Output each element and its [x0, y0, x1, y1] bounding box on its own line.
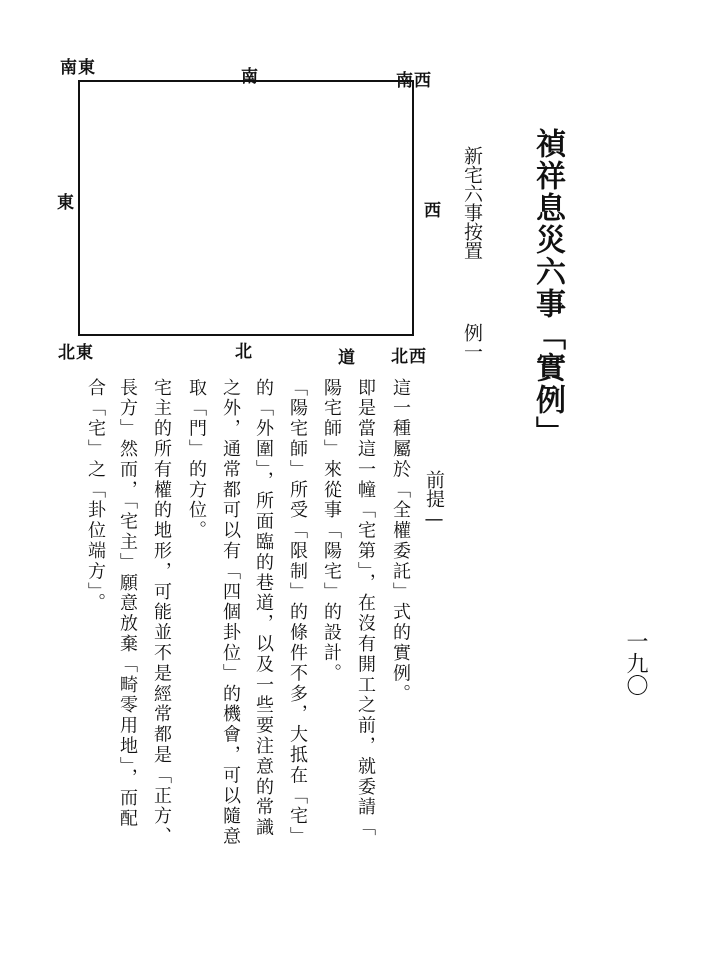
label-northwest: 北西 [391, 347, 427, 367]
label-northeast: 北東 [58, 343, 94, 363]
label-road: 道 [338, 348, 356, 368]
page-number: 一九〇 [623, 630, 648, 696]
section-subtitle: 新宅六事按置 [461, 146, 483, 260]
label-west: 西 [424, 201, 442, 221]
body-column: 「陽宅師」所受「限制」的條件不多，大抵在「宅」 [287, 378, 308, 848]
label-southeast: 南東 [60, 58, 96, 78]
body-column: 的「外圍」，所面臨的巷道，以及一些要注意的常識 [253, 378, 274, 839]
body-column: 即是當這一幢「宅第」，在沒有開工之前，就委請「 [355, 378, 376, 839]
example-label: 例一 [461, 323, 483, 361]
body-column: 陽宅師」來從事「陽宅」的設計。 [321, 378, 342, 684]
label-east: 東 [57, 193, 75, 213]
body-column: 長方」然而，「宅主」願意放棄「畸零用地」，而配 [117, 378, 138, 830]
label-southwest: 南西 [396, 71, 432, 91]
body-column: 取「門」的方位。 [186, 378, 207, 542]
body-column: 這一種屬於「全權委託」式的實例。 [390, 378, 411, 705]
chapter-title: 禎祥息災六事「實例」 [530, 128, 565, 448]
label-north: 北 [235, 342, 253, 362]
premise-label: 前提— [423, 470, 445, 530]
body-column: 合「宅」之「卦位端方」。 [85, 378, 106, 614]
body-column: 之外，通常都可以有「四個卦位」的機會，可以隨意 [220, 378, 241, 848]
label-south: 南 [241, 67, 259, 87]
body-column: 宅主的所有權的地形，可能並不是經常都是「正方、 [151, 378, 172, 848]
plot-rectangle [78, 80, 414, 336]
